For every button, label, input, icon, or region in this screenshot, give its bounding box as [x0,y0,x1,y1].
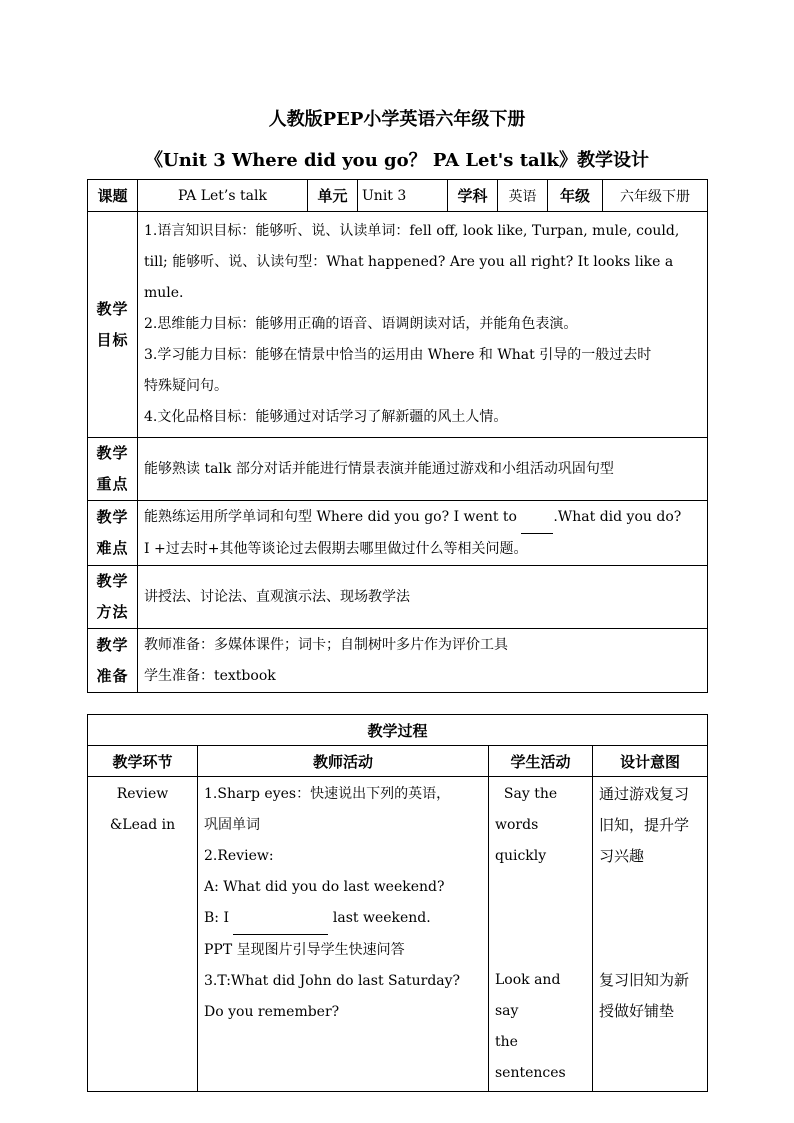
goals-label: 教学 目标 [88,212,138,438]
subject-label: 学科 [448,180,498,212]
goal-4: 4.文化品格目标：能够通过对话学习了解新疆的风土人情。 [144,409,508,425]
methods-text: 讲授法、讨论法、直观演示法、现场教学法 [138,566,708,629]
lesson-info-table [87,179,708,693]
document-title: 人教版PEP小学英语六年级下册 [268,109,526,130]
teacher-line: B: I last weekend. [204,903,482,935]
preparation-label: 教学 准备 [88,629,138,693]
intent-line: 通过游戏复习 [599,785,690,803]
goal-1-line-3: mule. [144,285,184,301]
student-line: Say the [495,786,558,802]
student-line: quickly [495,848,547,864]
teacher-activity-cell [198,777,489,1092]
intent-line: 授做好铺垫 [599,1002,675,1020]
process-header-student: 学生活动 [489,746,593,777]
goal-1-line-1: 1.语言知识目标：能够听、说、认读单词：fell off, look like, Turpan, mule, could, [144,223,680,239]
preparation-text [138,629,708,693]
teaching-goals [138,212,708,438]
grade-value: 六年级下册 [603,180,708,212]
student-line: the sentences [495,1034,566,1081]
intent-line: 复习旧知为新 [599,971,690,989]
topic-value: PA Let’s talk [138,180,308,212]
stage-cell: Review &Lead in [88,777,198,1092]
process-header-stage: 教学环节 [88,746,198,777]
key-points-label: 教学 重点 [88,438,138,501]
teacher-line: 1.Sharp eyes：快速说出下列的英语， [204,786,451,802]
methods-label: 教学 方法 [88,566,138,629]
teacher-line: 3.T:What did John do last Saturday? [204,973,461,989]
goal-1-line-2: till; 能够听、说、认读句型：What happened? Are you all right? It looks like a [144,254,674,270]
process-header-teacher: 教师活动 [198,746,489,777]
goal-2: 2.思维能力目标：能够用正确的语音、语调朗读对话，并能角色表演。 [144,316,578,332]
subject-value: 英语 [498,180,548,212]
answer-blank [233,903,328,935]
student-line: words [495,817,539,833]
intent-line: 习兴趣 [599,847,645,865]
teacher-line: 2.Review: [204,848,274,864]
teacher-line: 巩固单词 [204,817,260,833]
grade-label: 年级 [548,180,603,212]
student-line: Look and say [495,972,561,1019]
student-activity-cell [489,777,593,1092]
teacher-preparation: 教师准备：多媒体课件；词卡；自制树叶多片作为评价工具 [144,636,508,653]
design-intent-cell [593,777,708,1092]
student-preparation: 学生准备：textbook [144,667,276,684]
teacher-line: PPT 呈现图片引导学生快速问答 [204,942,405,958]
intent-line: 旧知，提升学 [599,816,690,834]
teaching-process-table [87,714,708,1092]
document-subtitle: 《Unit 3 Where did you go？ PA Let's talk》教学设计 [145,150,649,171]
key-points-text: 能够熟读 talk 部分对话并能进行情景表演并能通过游戏和小组活动巩固句型 [138,438,708,501]
teacher-line: A: What did you do last weekend? [204,879,445,895]
teacher-line: Do you remember? [204,1004,340,1020]
goal-3-line-2: 特殊疑问句。 [144,378,228,394]
process-header-intent: 设计意图 [593,746,708,777]
process-title: 教学过程 [88,715,708,746]
unit-label: 单元 [308,180,358,212]
unit-value: Unit 3 [358,180,448,212]
fill-blank [521,502,553,534]
difficulties-label: 教学 难点 [88,501,138,566]
difficulties-text: 能熟练运用所学单词和句型 Where did you go? I went to .What did you do? I +过去时+其他等谈论过去假期去哪里做过什么等相关问题。 [138,501,708,566]
goal-3-line-1: 3.学习能力目标：能够在情景中恰当的运用由 Where 和 What 引导的一般过去时 [144,347,652,363]
topic-label: 课题 [88,180,138,212]
